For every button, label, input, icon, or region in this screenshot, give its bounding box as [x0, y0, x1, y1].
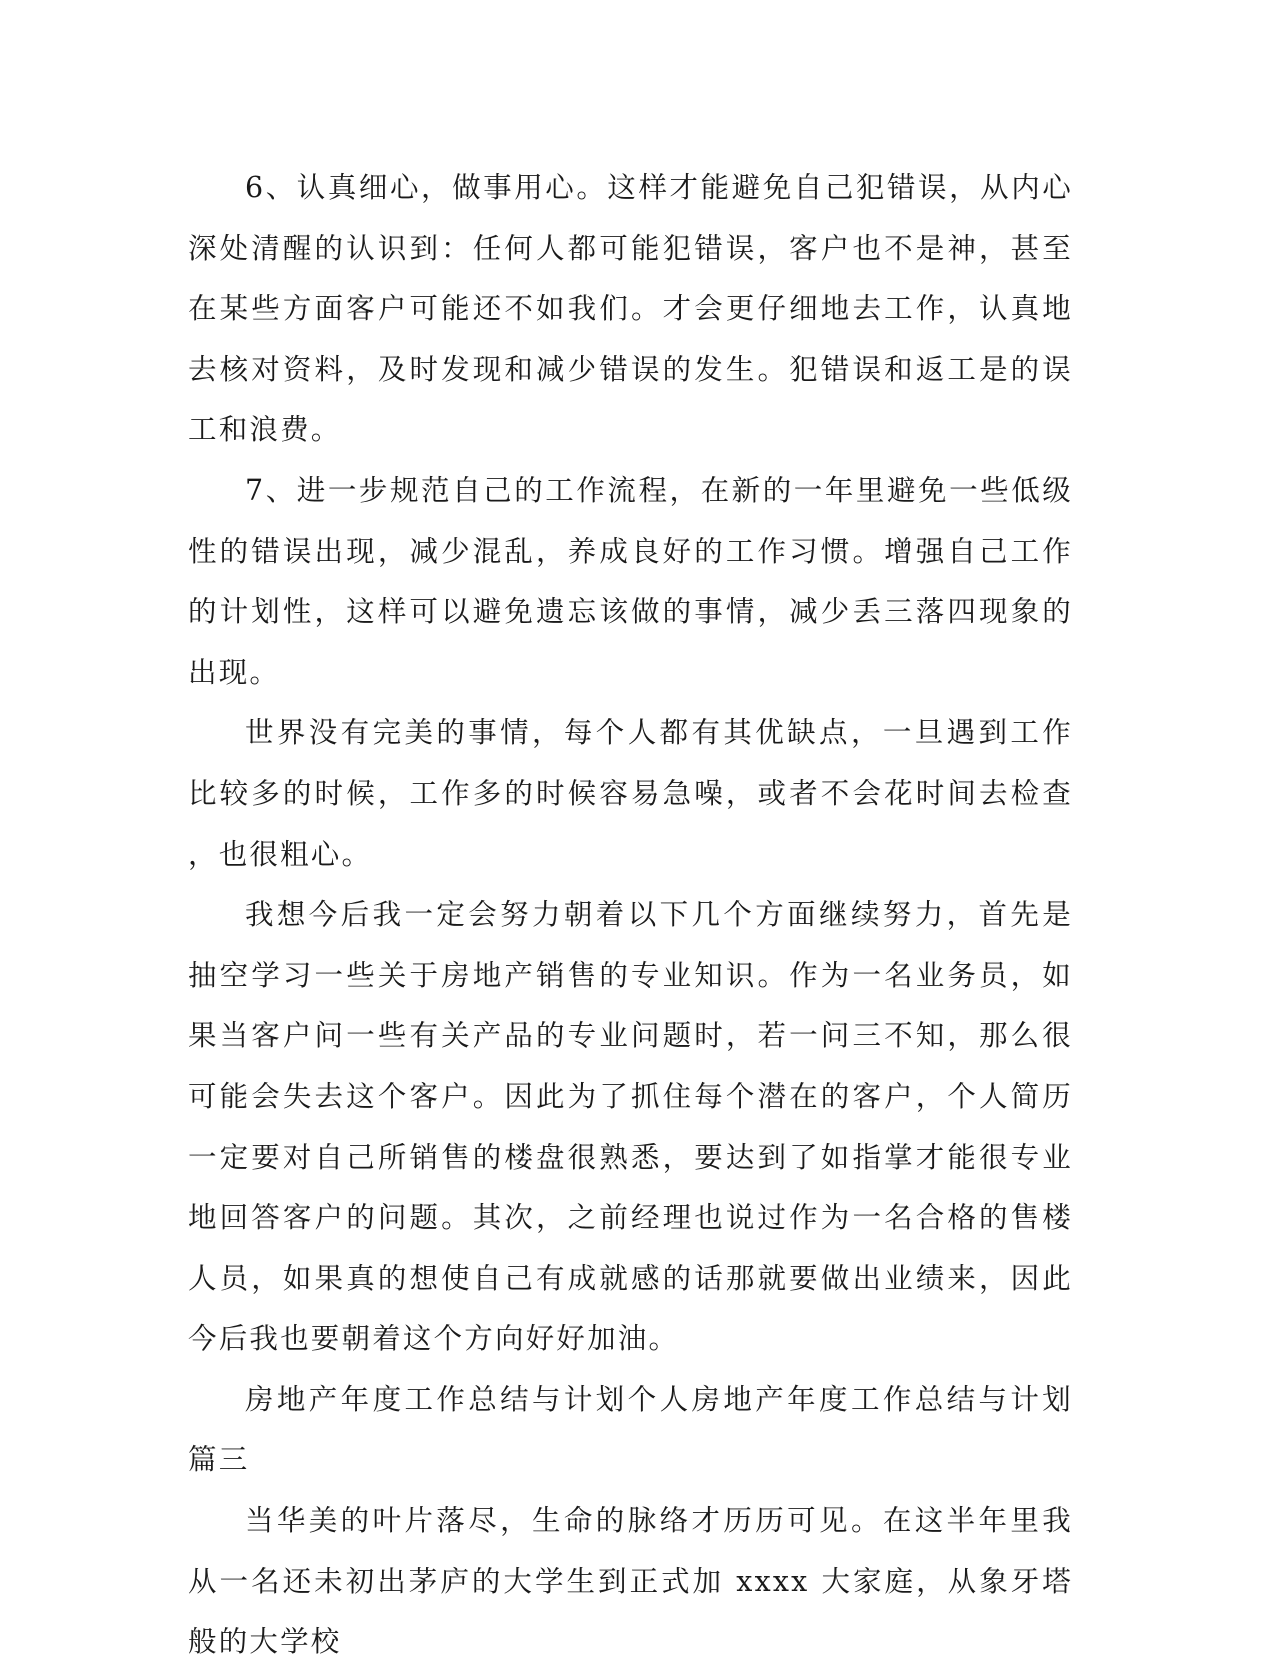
document-body — [188, 158, 1073, 1673]
paragraph-item-6: 6、认真细心，做事用心。这样才能避免自己犯错误，从内心深处清醒的认识到：任何人都可能犯错误，客户也不是神，甚至在某些方面客户可能还不如我们。才会更仔细地去工作，认真地去核对资料，及时发现和减少错误的发生。犯错误和返工是的误工和浪费。 — [188, 171, 1073, 447]
section-heading: 房地产年度工作总结与计划个人房地产年度工作总结与计划篇三 — [188, 1382, 1073, 1477]
paragraph-future-plan: 我想今后我一定会努力朝着以下几个方面继续努力，首先是抽空学习一些关于房地产销售的专业知识。作为一名业务员，如果当客户问一些有关产品的专业问题时，若一问三不知，那么很可能会失去这个客户。因此为了抓住每个潜在的客户，个人简历一定要对自己所销售的楼盘很熟悉，要达到了如指掌才能很专业地回答客户的问题。其次，之前经理也说过作为一名合格的售楼人员，如果真的想使自己有成就感的话那就要做出业绩来，因此今后我也要朝着这个方向好好加油。 — [188, 898, 1073, 1356]
paragraph-intro: 当华美的叶片落尽，生命的脉络才历历可见。在这半年里我从一名还未初出茅庐的大学生到正式加 xxxx 大家庭，从象牙塔般的大学校 — [188, 1504, 1073, 1659]
paragraph-item-7: 7、进一步规范自己的工作流程，在新的一年里避免一些低级性的错误出现，减少混乱，养成良好的工作习惯。增强自己工作的计划性，这样可以避免遗忘该做的事情，减少丢三落四现象的出现。 — [188, 473, 1073, 689]
paragraph-imperfection: 世界没有完美的事情，每个人都有其优缺点，一旦遇到工作比较多的时候，工作多的时候容易急噪，或者不会花时间去检查，也很粗心。 — [188, 716, 1073, 871]
